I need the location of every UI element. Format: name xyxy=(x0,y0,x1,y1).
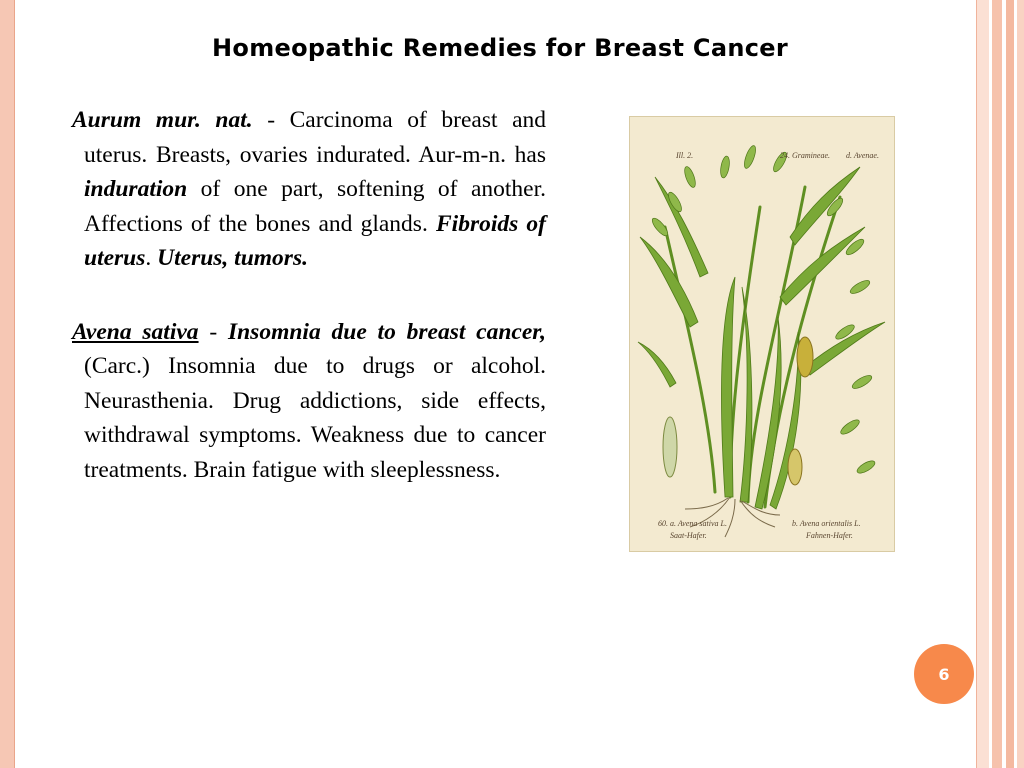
page-number-badge: 6 xyxy=(914,644,974,704)
oat-plant-drawing xyxy=(630,117,894,551)
right-frame-stripes xyxy=(976,0,1024,768)
remedy-aurum-paragraph: Aurum mur. nat. - Carcinoma of breast and uterus. Breasts, ovaries indurated. Aur-m-n. has induration of one part, softening of another. Affections of the bones and glands. Fibroids of uterus. Uterus, tumors. xyxy=(72,107,546,271)
remedy-name: Avena sativa xyxy=(72,318,199,345)
remedy-name: Aurum mur. nat. xyxy=(72,107,253,133)
slide-body xyxy=(72,103,546,487)
remedy-avena-paragraph: Avena sativa - Insomnia due to breast cancer, (Carc.) Insomnia due to drugs or alcohol. Neurasthenia. Drug addictions, side effects, withdrawal symptoms. Weakness due to cancer treatments. Brain fatigue with sleeplessness. xyxy=(72,318,546,483)
slide-title: Homeopathic Remedies for Breast Cancer xyxy=(212,34,788,62)
botanical-illustration-avena-sativa: Ill. 2. 24. Gramineae. d. Avenae. 60. a. Avena sativa L. Saat-Hafer. b. Avena orientalis L. Fahnen-Hafer. xyxy=(629,116,895,552)
left-frame-border xyxy=(0,0,15,768)
